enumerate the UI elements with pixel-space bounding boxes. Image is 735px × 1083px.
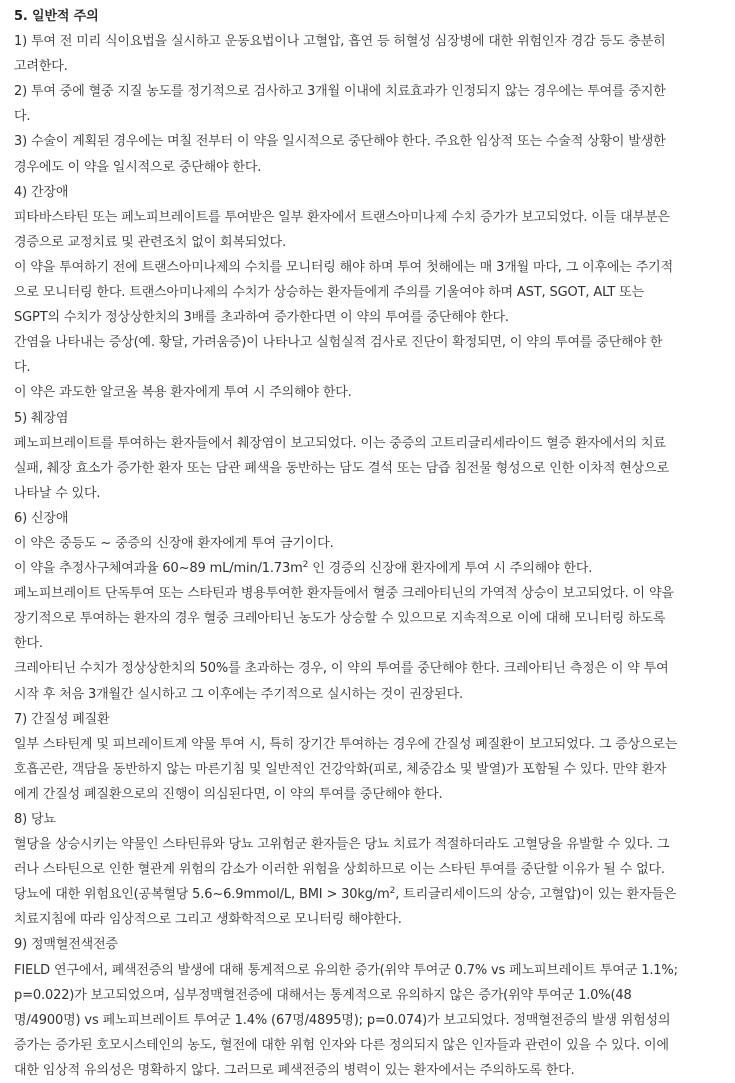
line-text: 혈당을 상승시키는 약물인 스타틴류와 당뇨 고위험군 환자들은 당뇨 치료가 적절하더라도 고혈당을 유발할 수 있다. 그 [14,837,670,853]
line-text: 이 약을 추정사구체여과율 60~89 mL/min/1.73m [14,561,303,577]
section-heading [14,4,721,29]
line-text: 8) 당뇨 [14,812,56,827]
text-line [14,782,721,807]
line-text: 장기적으로 투여하는 환자의 경우 혈중 크레아티닌 농도가 상승할 수 있으므로 지속적으로 이에 대해 모니터링 하도록 [14,611,666,627]
line-text: SGPT의 수치가 정상상한치의 3배를 초과하여 증가한다면 이 약의 투여를 중단해야 한다. [14,310,509,326]
line-text: 피타바스타틴 또는 페노피브레이트를 투여받은 일부 환자에서 트랜스아미나제 수치 증가가 보고되었다. 이들 대부분은 [14,209,670,225]
line-text: 대한 임상적 유의성은 명확하지 않다. 그러므로 폐색전증의 병력이 있는 환자에서는 주의하도록 한다. [14,1062,575,1078]
text-line [14,907,721,932]
line-text: 실패, 췌장 효소가 증가한 환자 또는 담관 폐색을 동반하는 담도 결석 또는 담즙 침전물 형성으로 인한 이차적 현상으로 [14,460,669,476]
line-text: 2) 투여 중에 혈중 지질 농도를 정기적으로 검사하고 3개월 이내에 치료효과가 인정되지 않는 경우에는 투여를 중지한 [14,84,666,100]
text-line [14,606,721,631]
line-text: 당뇨에 대한 위험요인(공복혈당 5.6~6.9mmol/L, BMI > 30kg/m [14,887,390,903]
line-text: 한다. [14,636,43,652]
text-line [14,54,721,79]
text-line [14,104,721,129]
text-line [14,481,721,506]
text-line [14,129,721,154]
line-text: 페노피브레이트 단독투여 또는 스타틴과 병용투여한 환자들에서 혈중 크레아티닌의 가역적 상승이 보고되었다. 이 약을 [14,586,674,602]
text-line [14,1058,721,1083]
text-line [14,79,721,104]
line-text: 1) 투여 전 미리 식이요법을 실시하고 운동요법이나 고혈압, 흡연 등 허혈성 심장병에 대한 위험인자 경감 등도 충분히 [14,34,666,50]
text-line [14,406,721,431]
text-line [14,180,721,205]
text-line [14,380,721,405]
text-line [14,1008,721,1033]
text-line [14,832,721,857]
line-text-continued: , 트리글리세이드의 상승, 고혈압)이 있는 환자들은 [395,887,677,903]
text-line [14,355,721,380]
text-line [14,431,721,456]
text-line [14,155,721,180]
text-line [14,506,721,531]
text-line [14,29,721,54]
text-line [14,707,721,732]
text-line [14,230,721,255]
line-text: 러나 스타틴으로 인한 혈관계 위험의 감소가 이러한 위험을 상회하므로 이는 스타틴 투여를 중단할 이유가 될 수 없다. [14,862,665,878]
line-text: 3) 수술이 계획된 경우에는 며칠 전부터 이 약을 일시적으로 중단해야 한다. 주요한 임상적 또는 수술적 상황이 발생한 [14,134,666,150]
line-text: 이 약을 투여하기 전에 트랜스아미나제의 수치를 모니터링 해야 하며 투여 첫해에는 매 3개월 마다, 그 이후에는 주기적 [14,259,673,275]
line-text: 5) 췌장염 [14,410,69,426]
line-text: 으로 모니터링 한다. 트랜스아미나제의 수치가 상승하는 환자들에게 주의를 기울여야 하며 AST, SGOT, ALT 또는 [14,285,645,301]
text-line [14,882,721,907]
text-line [14,958,721,983]
text-line [14,305,721,330]
text-line [14,205,721,230]
line-text: 다. [14,360,31,376]
line-text: 일부 스타틴계 및 피브레이트계 약물 투여 시, 특히 장기간 투여하는 경우에 간질성 폐질환이 보고되었다. 그 증상으로는 [14,736,678,752]
line-text: 시작 후 처음 3개월간 실시하고 그 이후에는 주기적으로 실시하는 것이 권장된다. [14,686,463,702]
line-text: 에게 간질성 폐질환으로의 진행이 의심된다면, 이 약의 투여를 중단해야 한다. [14,786,443,802]
line-text: 간염을 나타내는 증상(예. 황달, 가려움증)이 나타나고 실험실적 검사로 진단이 확정되면, 이 약의 투여를 중단해야 한 [14,335,663,351]
text-line [14,631,721,656]
line-text: 나타날 수 있다. [14,485,101,501]
text-line [14,330,721,355]
text-line [14,581,721,606]
line-text: 다. [14,109,31,125]
text-line [14,932,721,957]
line-text: 페노피브레이트를 투여하는 환자들에서 췌장염이 보고되었다. 이는 중증의 고트리글리세라이드 혈증 환자에서의 치료 [14,435,666,451]
text-line [14,983,721,1008]
line-text: 경증으로 교정치료 및 관련조치 없이 회복되었다. [14,234,287,250]
line-text: 경우에도 이 약을 일시적으로 중단해야 한다. [14,159,262,175]
text-line [14,656,721,681]
superscript: 2 [389,886,396,897]
text-line [14,857,721,882]
text-line [14,732,721,757]
line-text: p=0.022)가 보고되었으며, 심부정맥혈전증에 대해서는 통계적으로 유의하지 않은 증가(위약 투여군 1.0%(48 [14,987,632,1003]
line-text-continued: 인 경증의 신장애 환자에게 투여 시 주의해야 한다. [308,561,593,577]
line-text: 명/4900명) vs 페노피브레이트 투여군 1.4% (67명/4895명); p=0.074)가 보고되었다. 정맥혈전증의 발생 위험성의 [14,1012,671,1028]
line-text: 6) 신장애 [14,510,69,526]
superscript: 2 [302,560,309,571]
line-text: 5. 일반적 주의 [14,9,99,24]
text-line [14,456,721,481]
line-text: 9) 정맥혈전색전증 [14,937,118,953]
line-text: 크레아티닌 수치가 정상상한치의 50%를 초과하는 경우, 이 약의 투여를 중단해야 한다. 크레아티닌 측정은 이 약 투여 [14,661,669,677]
line-text: 7) 간질성 폐질환 [14,711,110,727]
line-text: 이 약은 과도한 알코올 복용 환자에게 투여 시 주의해야 한다. [14,385,352,401]
line-text: 호흡곤란, 객담을 동반하지 않는 마른기침 및 일반적인 건강악화(피로, 체중감소 및 발열)가 포함될 수 있다. 만약 환자 [14,761,667,777]
line-text: 고려한다. [14,59,68,75]
text-line [14,255,721,280]
text-line [14,757,721,782]
text-line [14,807,721,832]
text-line [14,682,721,707]
line-text: 이 약은 중등도 ~ 중증의 신장애 환자에게 투여 금기이다. [14,535,334,551]
line-text: 증가는 증가된 호모시스테인의 농도, 혈전에 대한 위험 인자와 다른 정의되지 않은 인자들과 관련이 있을 수 있다. 이에 [14,1037,669,1053]
line-text: FIELD 연구에서, 폐색전증의 발생에 대해 통계적으로 유의한 증가(위약 투여군 0.7% vs 페노피브레이트 투여군 1.1%; [14,962,678,978]
text-line [14,1033,721,1058]
text-line [14,556,721,581]
text-line [14,280,721,305]
line-text: 치료지침에 따라 임상적으로 그리고 생화학적으로 모니터링 해야한다. [14,912,402,928]
line-text: 4) 간장애 [14,184,69,200]
text-line [14,531,721,556]
